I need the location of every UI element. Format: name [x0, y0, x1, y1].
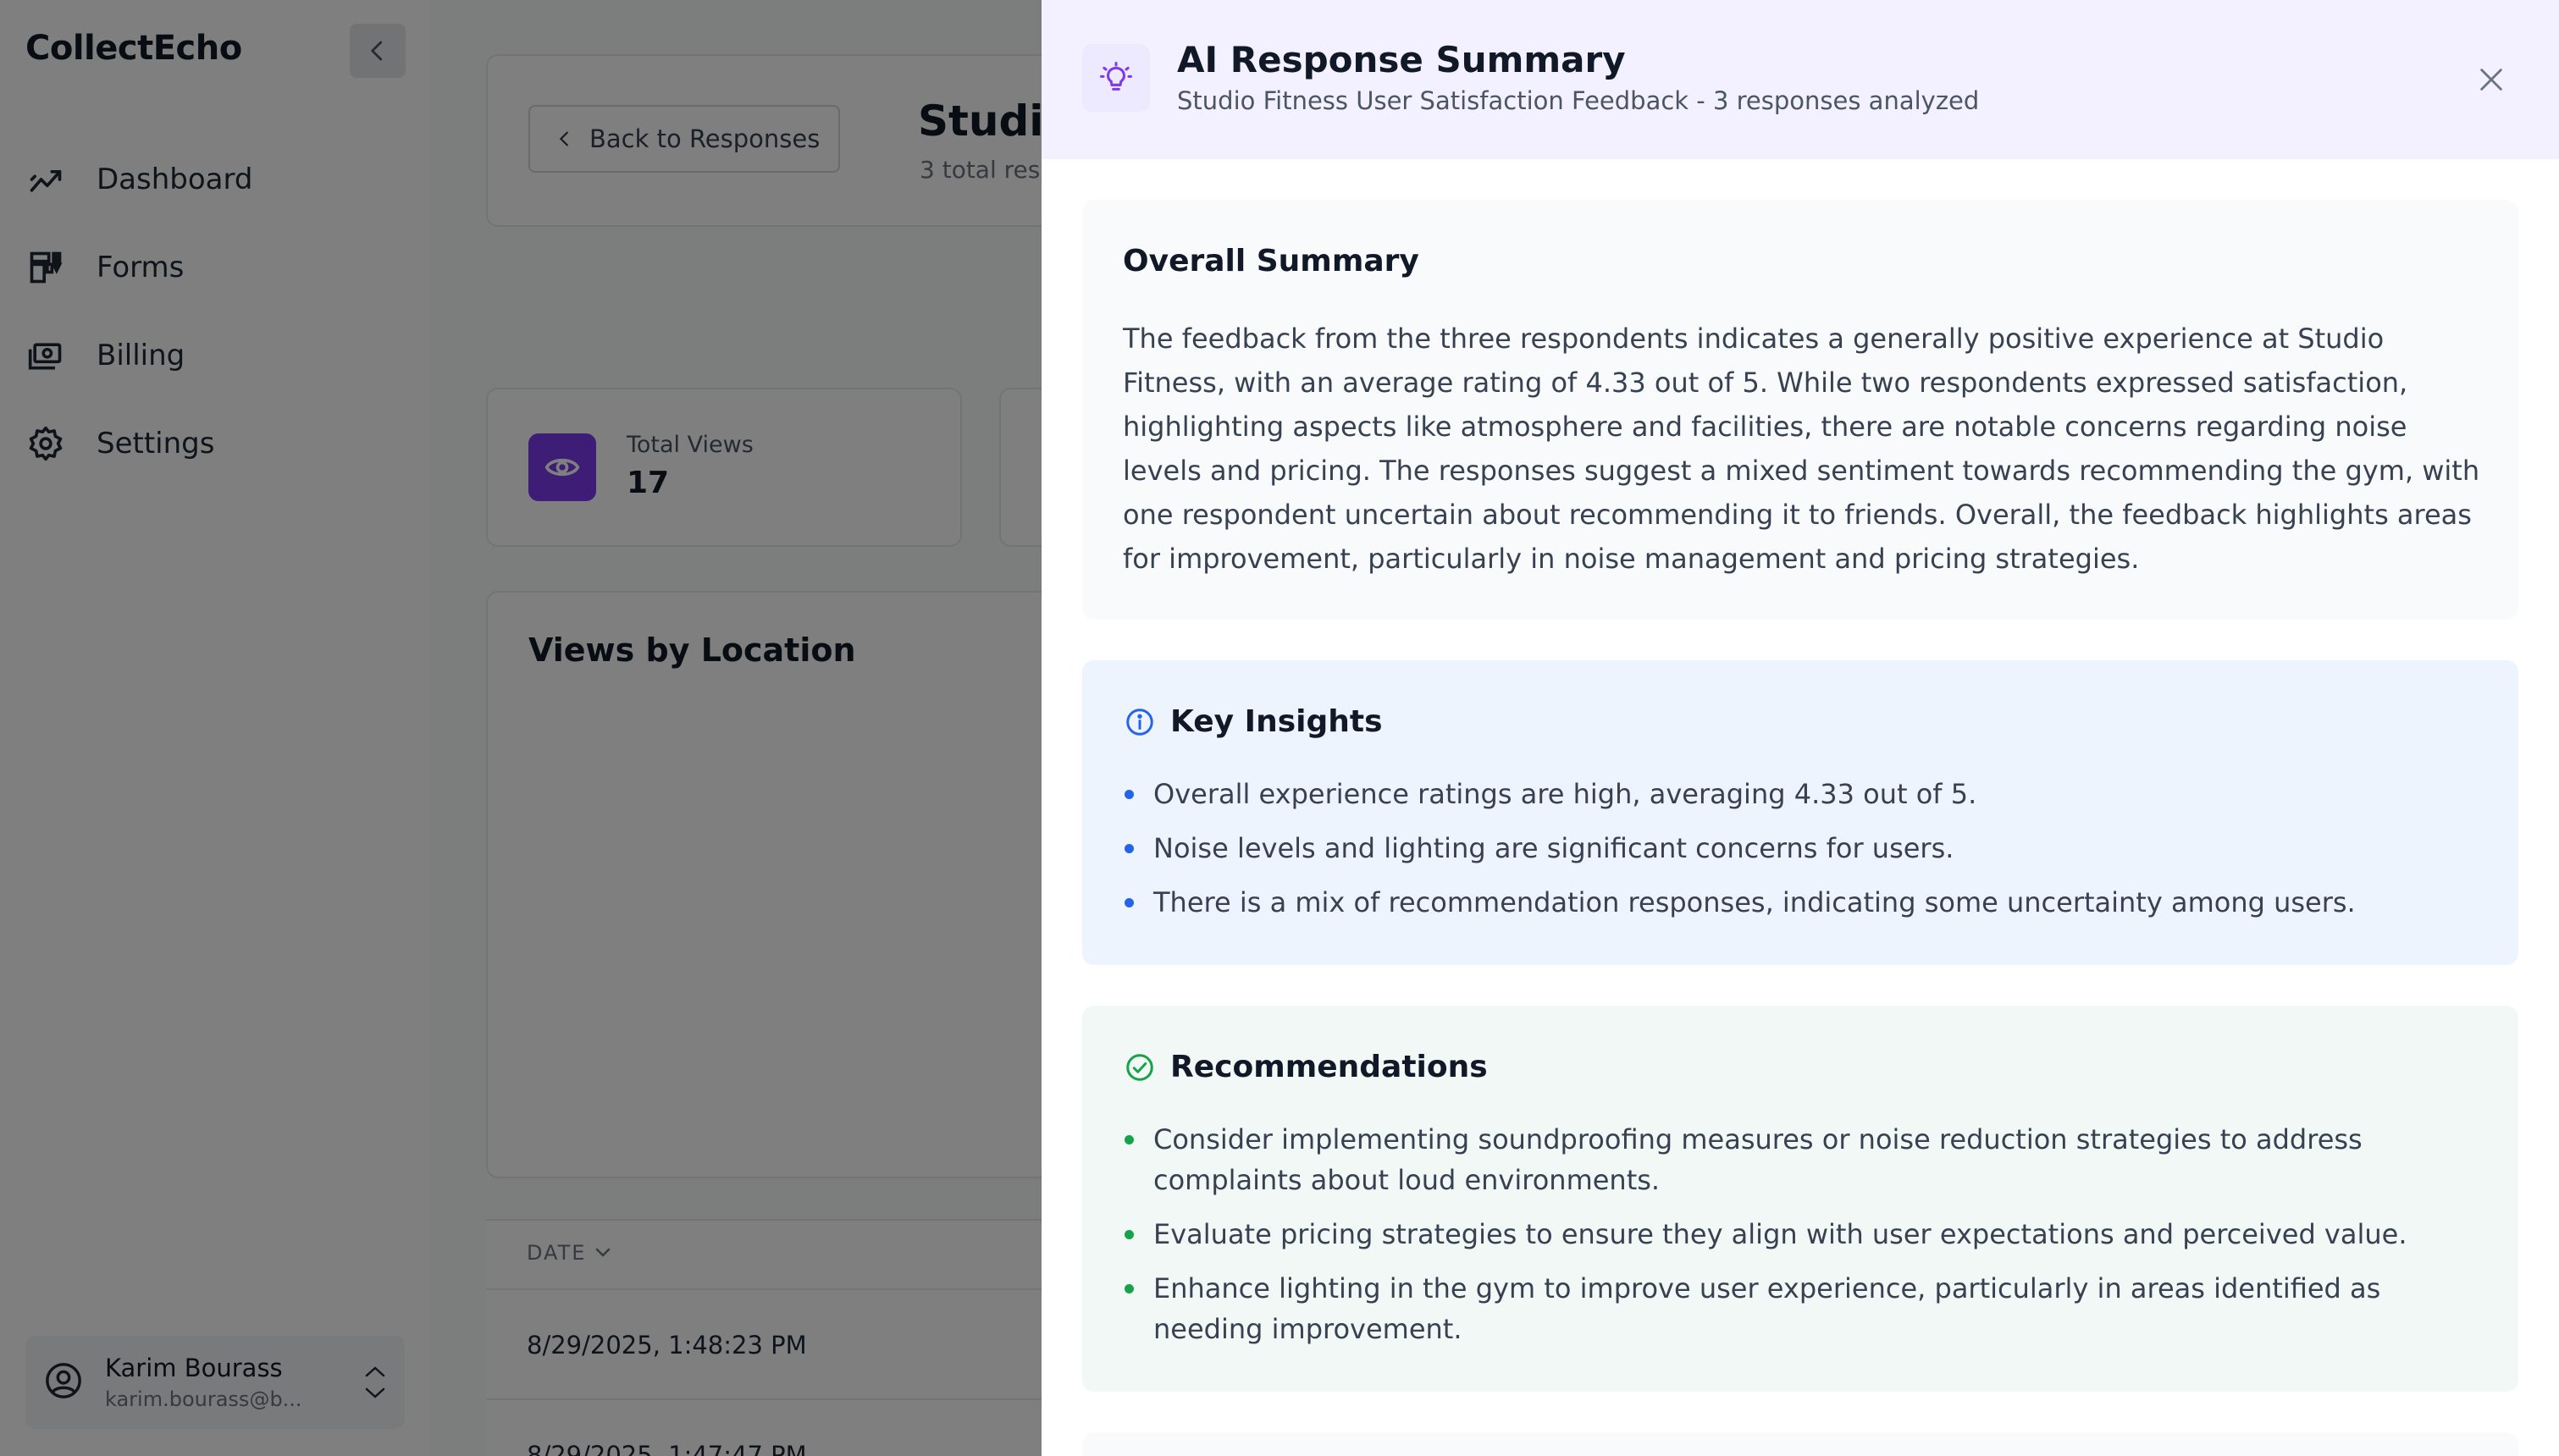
- bullet-dot: [1125, 1135, 1134, 1144]
- recommendation-text: Enhance lighting in the gym to improve user experience, particularly in areas identified as needing improvement.: [1153, 1272, 2381, 1345]
- recommendations-list: [1123, 1119, 2486, 1363]
- list-item: [1123, 828, 2486, 869]
- info-icon: [1123, 705, 1157, 739]
- bullet-dot: [1125, 1230, 1134, 1239]
- section-title: [1123, 1050, 1488, 1084]
- drawer-subtitle: Studio Fitness User Satisfaction Feedback - 3 responses analyzed: [1177, 86, 1980, 115]
- section-title: Overall Summary: [1123, 244, 1419, 279]
- close-button[interactable]: [2464, 52, 2518, 107]
- key-insights-section: [1082, 660, 2518, 965]
- list-item: [1123, 774, 2486, 814]
- recommendation-text: Consider implementing soundproofing measures or noise reduction strategies to address complaints about loud environments.: [1153, 1123, 2363, 1196]
- section-title-text: Key Insights: [1170, 704, 1383, 739]
- lightbulb-icon: [1082, 44, 1150, 112]
- insights-list: [1123, 774, 2486, 936]
- bullet-dot: [1125, 844, 1134, 853]
- next-section: [1082, 1432, 2518, 1456]
- summary-text: The feedback from the three respondents indicates a generally positive experience at Studio Fitness, with an average rating of 4.33 out of 5. While two respondents expressed satisfaction, highlighting aspects like atmosphere and facilities, there are notable concerns regarding noise levels and pricing. The responses suggest a mixed sentiment towards recommending the gym, with one respondent uncertain about recommending it to friends. Overall, the feedback highlights areas for improvement, particularly in noise management and pricing strategies.: [1123, 323, 2480, 575]
- section-title: [1123, 704, 1383, 739]
- bullet-dot: [1125, 1284, 1134, 1293]
- list-item: [1123, 1119, 2486, 1200]
- recommendation-text: Evaluate pricing strategies to ensure they align with user expectations and perceived value.: [1153, 1218, 2407, 1250]
- insight-text: Noise levels and lighting are significant concerns for users.: [1153, 832, 1954, 864]
- check-circle-icon: [1123, 1051, 1157, 1084]
- insight-text: There is a mix of recommendation responses, indicating some uncertainty among users.: [1153, 886, 2356, 918]
- bullet-dot: [1125, 898, 1134, 907]
- insight-text: Overall experience ratings are high, averaging 4.33 out of 5.: [1153, 778, 1977, 810]
- close-icon: [2477, 65, 2506, 94]
- drawer-title: AI Response Summary: [1177, 39, 1626, 80]
- ai-summary-drawer: [1042, 0, 2559, 1456]
- list-item: [1123, 1214, 2486, 1255]
- drawer-header: [1042, 0, 2559, 159]
- section-title-text: Recommendations: [1170, 1050, 1488, 1084]
- list-item: [1123, 882, 2486, 923]
- overall-summary-section: [1082, 200, 2518, 620]
- bullet-dot: [1125, 790, 1134, 799]
- list-item: [1123, 1268, 2486, 1349]
- recommendations-section: [1082, 1006, 2518, 1392]
